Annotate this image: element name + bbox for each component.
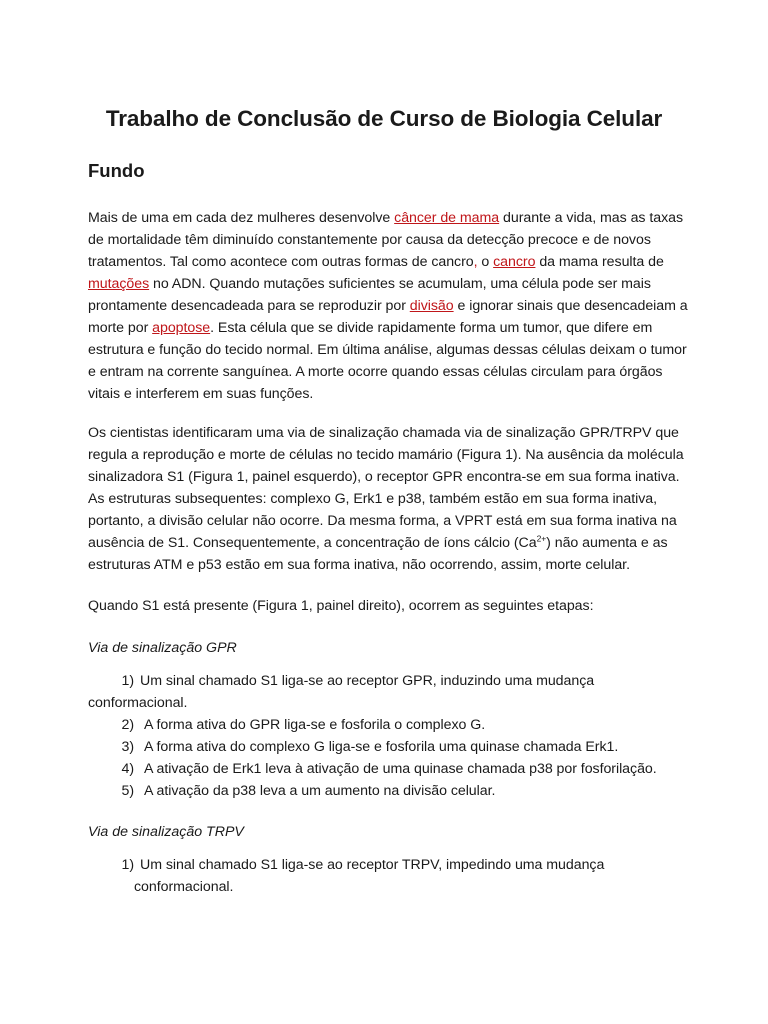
paragraph-pathway <box>88 422 688 576</box>
list-number: 5) <box>121 783 134 799</box>
list-text: A ativação de Erk1 leva à ativação de uma quinase chamada p38 por fosforilação. <box>144 761 657 777</box>
list-item-continuation <box>88 876 708 898</box>
trpv-steps-list <box>88 854 708 898</box>
list-text: A forma ativa do complexo G liga-se e fosforila uma quinase chamada Erk1. <box>144 739 619 755</box>
list-item <box>88 854 708 876</box>
list-text-continuation: conformacional. <box>134 879 234 895</box>
list-text: Um sinal chamado S1 liga-se ao receptor GPR, induzindo uma mudança <box>140 673 595 689</box>
link-cancer-de-mama[interactable]: câncer de mama <box>394 210 500 226</box>
paragraph-line: prontamente desencadeada para se reproduzir por divisão e ignorar sinais que desencadeiam a <box>88 298 688 314</box>
paragraph-line: de mortalidade têm diminuído constantemente por causa da detecção precoce e de novos <box>88 232 651 248</box>
paragraph-line: tratamentos. Tal como acontece com outras formas de cancro, o cancro da mama resulta de <box>88 254 664 270</box>
paragraph-line: vitais e interferem em suas funções. <box>88 386 314 402</box>
paragraph-steps-intro <box>88 595 688 617</box>
list-item <box>88 736 708 758</box>
list-number: 2) <box>121 717 134 733</box>
list-text: Um sinal chamado S1 liga-se ao receptor TRPV, impedindo uma mudança <box>140 857 605 873</box>
gpr-pathway-heading: Via de sinalização GPR <box>88 640 237 656</box>
paragraph-line: Quando S1 está presente (Figura 1, painel direito), ocorrem as seguintes etapas: <box>88 598 594 614</box>
list-item <box>88 780 708 802</box>
paragraph-line: estruturas ATM e p53 estão em sua forma inativa, não ocorrendo, assim, morte celular. <box>88 557 630 573</box>
paragraph-line: morte por apoptose. Esta célula que se divide rapidamente forma um tumor, que difere em <box>88 320 653 336</box>
list-item <box>88 714 708 736</box>
link-divisao[interactable]: divisão <box>409 298 454 314</box>
list-number: 4) <box>121 761 134 777</box>
paragraph-line: mutações no ADN. Quando mutações suficientes se acumulam, uma célula pode ser mais <box>88 276 651 292</box>
paragraph-line: estrutura e função do tecido normal. Em última análise, algumas dessas células deixam o tumor <box>88 342 687 358</box>
trpv-pathway-heading: Via de sinalização TRPV <box>88 824 244 840</box>
paragraph-line: sinalizadora S1 (Figura 1, painel esquerdo), o receptor GPR encontra-se em sua forma inativa. <box>88 469 680 485</box>
superscript-charge: 2+ <box>536 533 547 544</box>
paragraph-line: portanto, a divisão celular não ocorre. Da mesma forma, a VPRT está em sua forma inativa na <box>88 513 677 529</box>
list-item <box>88 670 708 692</box>
list-text: A forma ativa do GPR liga-se e fosforila o complexo G. <box>144 717 486 733</box>
paragraph-line: ausência de S1. Consequentemente, a concentração de íons cálcio $(Ca^{2+})$ não aumenta e as <box>88 533 668 551</box>
link-comma[interactable]: , <box>473 254 478 270</box>
list-number: 3) <box>121 739 134 755</box>
list-number: 1) <box>121 857 134 873</box>
list-number: 1) <box>121 673 134 689</box>
document-title: Trabalho de Conclusão de Curso de Biologia Celular <box>105 106 663 131</box>
list-item <box>88 758 708 780</box>
paragraph-line: regula a reprodução e morte de células no tecido mamário (Figura 1). Na ausência da molécula <box>88 447 684 463</box>
link-cancro[interactable]: cancro <box>493 254 536 270</box>
paragraph-line: Mais de uma em cada dez mulheres desenvolve câncer de mama durante a vida, mas as taxas <box>88 210 683 226</box>
link-mutacoes[interactable]: mutações <box>88 276 150 292</box>
link-apoptose[interactable]: apoptose <box>152 320 211 336</box>
paragraph-line: As estruturas subsequentes: complexo G, Erk1 e p38, também estão em sua forma inativa, <box>88 491 657 507</box>
section-heading: Fundo <box>88 160 145 181</box>
paragraph-line: Os cientistas identificaram uma via de sinalização chamada via de sinalização GPR/TRPV que <box>88 425 679 441</box>
list-text-continuation: conformacional. <box>88 695 188 711</box>
list-text: A ativação da p38 leva a um aumento na divisão celular. <box>144 783 496 799</box>
gpr-steps-list <box>88 670 708 802</box>
paragraph-line: e entram na corrente sanguínea. A morte ocorre quando essas células circulam para órgãos <box>88 364 663 380</box>
paragraph-background <box>88 207 688 405</box>
list-item-continuation <box>88 692 708 714</box>
